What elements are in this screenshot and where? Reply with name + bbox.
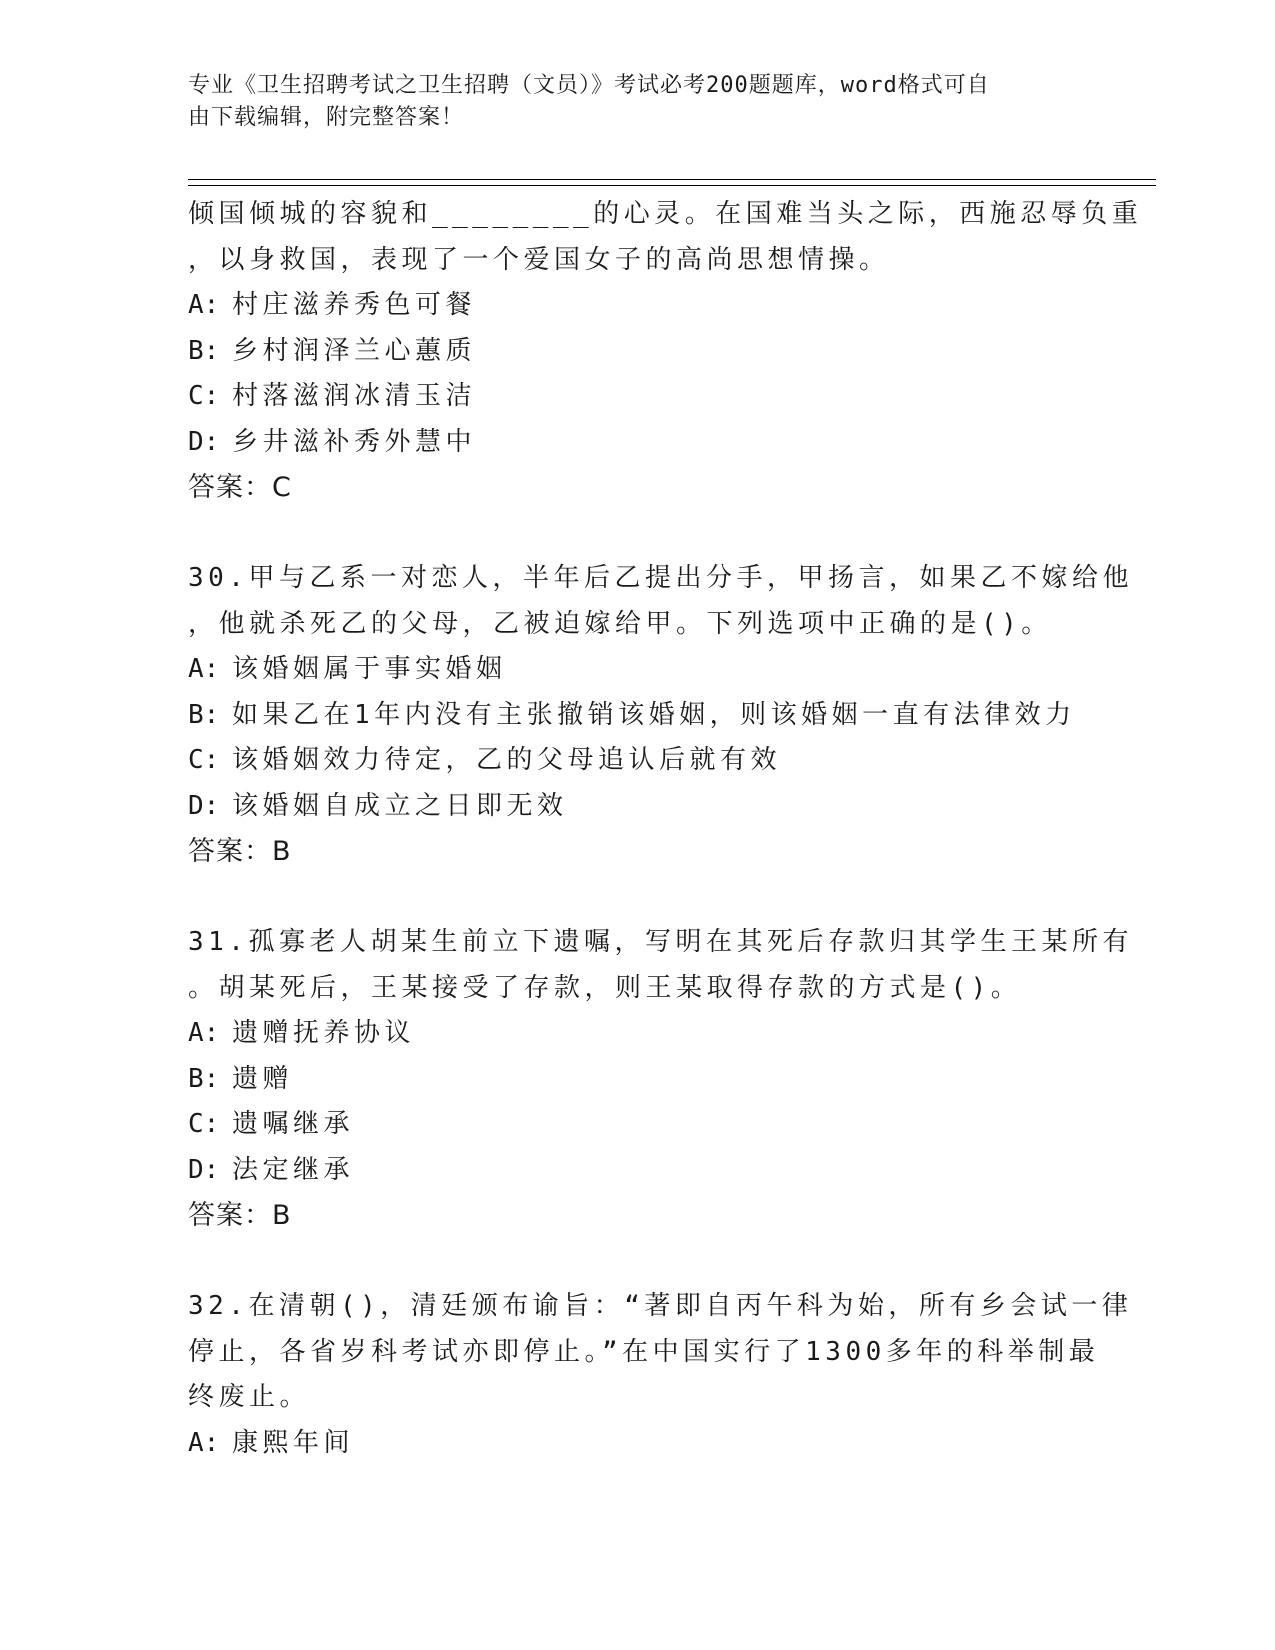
- option-letter: A:: [188, 1018, 220, 1048]
- option-text: 村庄滋养秀色可餐: [232, 290, 477, 320]
- option-a: [188, 647, 1088, 693]
- option-b: [188, 1057, 1088, 1103]
- question-30: [188, 556, 1133, 875]
- option-letter: D:: [188, 426, 220, 457]
- option-letter: D:: [188, 1154, 220, 1185]
- question-text-line: ，以身救国，表现了一个爱国女子的高尚思想情操。: [188, 244, 890, 275]
- option-a: [188, 1421, 1088, 1467]
- option-c: [188, 374, 1088, 420]
- option-text: 乡井滋补秀外慧中: [232, 426, 477, 457]
- option-c: [188, 1102, 1088, 1148]
- option-text: 乡村润泽兰心蕙质: [232, 335, 477, 366]
- option-text: 如果乙在1年内没有主张撤销该婚姻，则该婚姻一直有法律效力: [232, 699, 1076, 730]
- option-letter: A:: [188, 1427, 220, 1458]
- header-divider-top: [188, 179, 1156, 180]
- answer-line: 答案：C: [188, 472, 292, 503]
- option-a: [188, 1011, 1088, 1057]
- option-letter: C:: [188, 745, 220, 775]
- option-d: [188, 1148, 1088, 1194]
- option-text: 遗嘱继承: [232, 1109, 355, 1139]
- document-body: [188, 192, 1143, 1466]
- option-b: [188, 329, 1088, 375]
- header-line-2: 由下载编辑，附完整答案！: [188, 105, 465, 130]
- answer-line: 答案：B: [188, 1200, 292, 1231]
- option-b: [188, 693, 1088, 739]
- option-text: 法定继承: [232, 1154, 355, 1185]
- question-text-line: 31.孤寡老人胡某生前立下遗嘱，写明在其死后存款归其学生王某所有: [188, 927, 1133, 957]
- question-text-line: 停止，各省岁科考试亦即停止。”在中国实行了1300多年的科举制最: [188, 1336, 1100, 1367]
- spacer: [188, 511, 1088, 557]
- header-line-1: 专业《卫生招聘考试之卫生招聘（文员）》考试必考200题题库，word格式可自: [188, 73, 990, 98]
- option-letter: A:: [188, 290, 220, 320]
- option-d: [188, 420, 1088, 466]
- option-c: [188, 738, 1088, 784]
- option-text: 该婚姻自成立之日即无效: [232, 790, 568, 821]
- answer-line: 答案：B: [188, 836, 292, 867]
- question-text-line: 。胡某死后，王某接受了存款，则王某取得存款的方式是()。: [188, 972, 1022, 1003]
- question-text-line: 32.在清朝()，清廷颁布谕旨：“著即自丙午科为始，所有乡会试一律: [188, 1291, 1133, 1321]
- option-text: 该婚姻效力待定，乙的父母追认后就有效: [232, 745, 782, 775]
- header-divider-bottom: [188, 185, 1156, 186]
- option-text: 遗赠抚养协议: [232, 1018, 416, 1048]
- question-intro: [188, 192, 1143, 511]
- option-a: [188, 283, 1088, 329]
- spacer: [188, 1239, 1088, 1285]
- question-text-line: ，他就杀死乙的父母，乙被迫嫁给甲。下列选项中正确的是()。: [188, 608, 1052, 639]
- option-letter: C:: [188, 1109, 220, 1139]
- question-text-line: 倾国倾城的容貌和________的心灵。在国难当头之际，西施忍辱负重: [188, 199, 1143, 229]
- option-letter: D:: [188, 790, 220, 821]
- question-text-line: 30.甲与乙系一对恋人，半年后乙提出分手，甲扬言，如果乙不嫁给他: [188, 563, 1133, 593]
- option-d: [188, 784, 1088, 830]
- option-text: 康熙年间: [232, 1427, 355, 1458]
- option-text: 村落滋润冰清玉洁: [232, 381, 477, 411]
- question-text-line: 终废止。: [188, 1382, 311, 1412]
- question-31: [188, 920, 1133, 1239]
- question-32: [188, 1284, 1133, 1466]
- option-letter: B:: [188, 335, 220, 366]
- spacer: [188, 875, 1088, 921]
- option-text: 该婚姻属于事实婚姻: [232, 654, 507, 684]
- document-header: [188, 70, 1088, 134]
- option-letter: A:: [188, 654, 220, 684]
- option-letter: B:: [188, 1063, 220, 1094]
- option-letter: C:: [188, 381, 220, 411]
- option-text: 遗赠: [232, 1063, 294, 1094]
- option-letter: B:: [188, 699, 220, 730]
